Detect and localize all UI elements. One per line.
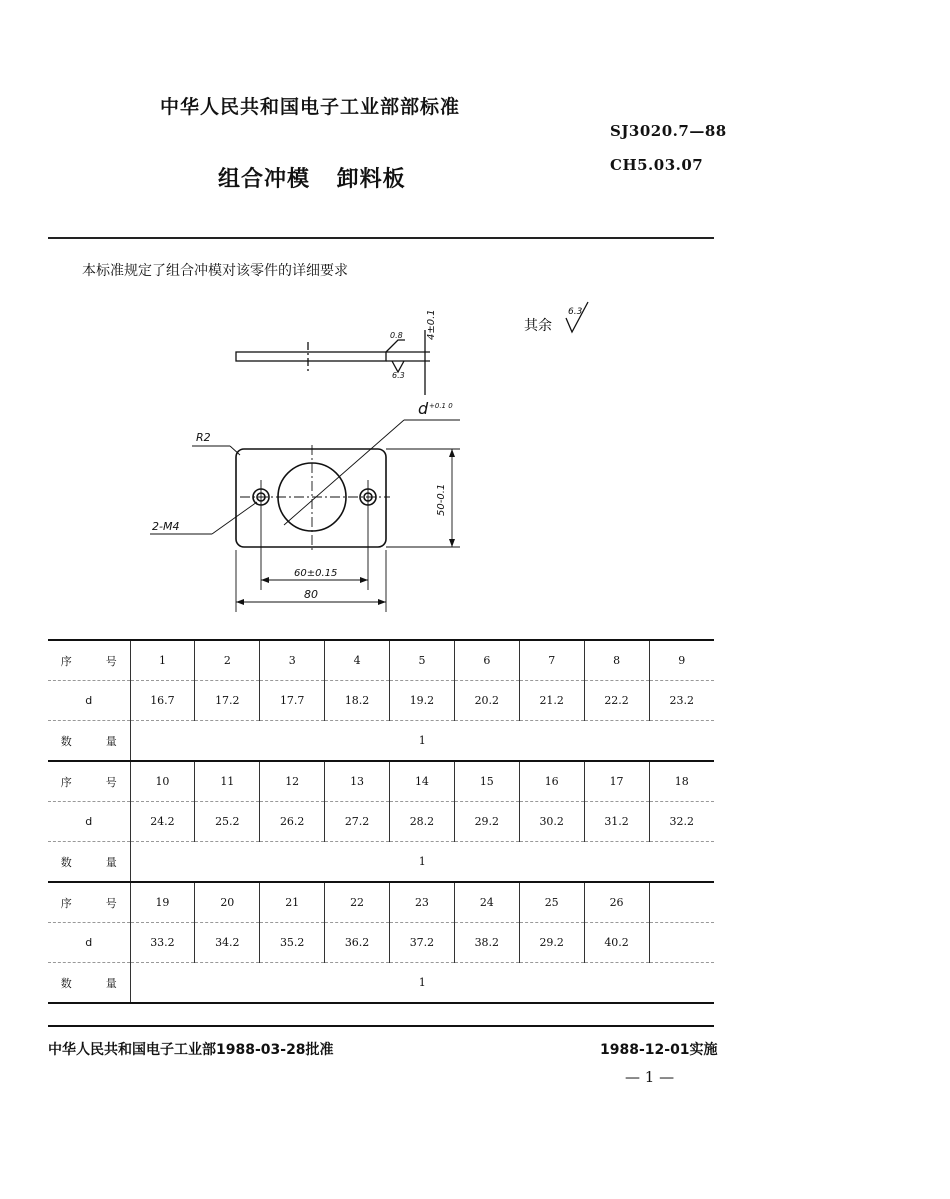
table-row-qty [48,963,714,1004]
seq-cell: 1 [130,640,195,681]
qty-cell: 1 [130,721,714,762]
d-cell: 32.2 [649,802,714,842]
table-row-seq [48,761,714,802]
seq-cell: 7 [519,640,584,681]
d-cell: 22.2 [584,681,649,721]
size-table [48,639,714,1004]
d-cell: 25.2 [195,802,260,842]
seq-cell: 24 [454,882,519,923]
d-cell: 21.2 [519,681,584,721]
d-cell: 29.2 [454,802,519,842]
hole-spacing-dimension: 60±0.15 [294,568,338,579]
seq-cell: 12 [260,761,325,802]
issuing-organization: 中华人民共和国电子工业部部标准 [160,96,461,118]
seq-cell: 8 [584,640,649,681]
seq-cell: 16 [519,761,584,802]
d-cell: 19.2 [390,681,455,721]
seq-cell [649,882,714,923]
seq-cell: 6 [454,640,519,681]
d-cell: 20.2 [454,681,519,721]
seq-cell: 9 [649,640,714,681]
seq-cell: 5 [390,640,455,681]
seq-cell: 13 [325,761,390,802]
d-label: d [48,802,130,842]
tapped-hole-label: 2-M4 [152,520,180,533]
seq-cell: 20 [195,882,260,923]
thickness-dimension: 4±0.1 [426,309,437,340]
classification-code: CH5.03.07 [610,156,704,174]
table-row-seq [48,882,714,923]
d-cell: 31.2 [584,802,649,842]
plate-front-view [236,449,386,547]
qty-label-char-2: 量 [105,734,117,748]
qty-label [48,721,130,762]
bore-diameter-label: d [418,399,429,418]
approval-note: 中华人民共和国电子工业部1988-03-28批准 [48,1042,334,1058]
table-row-qty [48,721,714,762]
seq-label [48,761,130,802]
seq-label-char-2: 号 [105,654,117,668]
seq-label-char-1: 序 [60,896,72,910]
d-cell [649,923,714,963]
seq-cell: 17 [584,761,649,802]
d-cell: 36.2 [325,923,390,963]
roughness-bottom-value: 6.3 [392,371,405,380]
seq-label-char-1: 序 [60,654,72,668]
seq-cell: 25 [519,882,584,923]
seq-label-char-2: 号 [105,775,117,789]
qty-label [48,963,130,1004]
seq-cell: 14 [390,761,455,802]
standard-code: SJ3020.7—88 [610,122,727,140]
bore-tolerance: +0.1 0 [429,402,453,410]
roughness-main-value: 6.3 [568,307,583,317]
d-cell: 37.2 [390,923,455,963]
d-label: d [48,923,130,963]
qty-label-char-2: 量 [105,976,117,990]
d-cell: 35.2 [260,923,325,963]
page-number: — 1 — [625,1068,675,1086]
d-cell: 17.2 [195,681,260,721]
d-cell: 26.2 [260,802,325,842]
seq-cell: 3 [260,640,325,681]
seq-cell: 21 [260,882,325,923]
seq-cell: 23 [390,882,455,923]
d-cell: 28.2 [390,802,455,842]
seq-cell: 19 [130,882,195,923]
qty-label-char-1: 数 [60,734,72,748]
seq-cell: 2 [195,640,260,681]
d-cell: 24.2 [130,802,195,842]
roughness-top-value: 0.8 [390,331,403,340]
seq-cell: 18 [649,761,714,802]
table-row-d [48,681,714,721]
seq-cell: 11 [195,761,260,802]
corner-radius-label: R2 [196,431,211,444]
d-cell: 34.2 [195,923,260,963]
d-cell: 40.2 [584,923,649,963]
qty-cell: 1 [130,842,714,883]
qty-label-char-1: 数 [60,855,72,869]
qty-label-char-2: 量 [105,855,117,869]
table-row-seq [48,640,714,681]
scope-statement: 本标准规定了组合冲模对该零件的详细要求 [82,263,348,279]
surface-note: 其余 [524,318,552,334]
footer-divider [48,1025,714,1027]
qty-cell: 1 [130,963,714,1004]
seq-cell: 15 [454,761,519,802]
qty-label-char-1: 数 [60,976,72,990]
seq-label-char-1: 序 [60,775,72,789]
table-row-qty [48,842,714,883]
d-cell: 30.2 [519,802,584,842]
d-cell: 17.7 [260,681,325,721]
d-cell: 16.7 [130,681,195,721]
implementation-date: 1988-12-01实施 [600,1042,718,1058]
table-row-d [48,802,714,842]
seq-cell: 4 [325,640,390,681]
seq-label [48,882,130,923]
d-cell: 33.2 [130,923,195,963]
document-title: 组合冲模 卸料板 [218,167,406,192]
seq-cell: 22 [325,882,390,923]
table-row-d [48,923,714,963]
overall-width-dimension: 80 [304,588,318,601]
seq-cell: 10 [130,761,195,802]
seq-cell: 26 [584,882,649,923]
d-cell: 23.2 [649,681,714,721]
seq-label-char-2: 号 [105,896,117,910]
d-cell: 38.2 [454,923,519,963]
d-label: d [48,681,130,721]
height-dimension: 50-0.1 [436,483,447,516]
d-cell: 29.2 [519,923,584,963]
qty-label [48,842,130,883]
seq-label [48,640,130,681]
d-cell: 27.2 [325,802,390,842]
d-cell: 18.2 [325,681,390,721]
